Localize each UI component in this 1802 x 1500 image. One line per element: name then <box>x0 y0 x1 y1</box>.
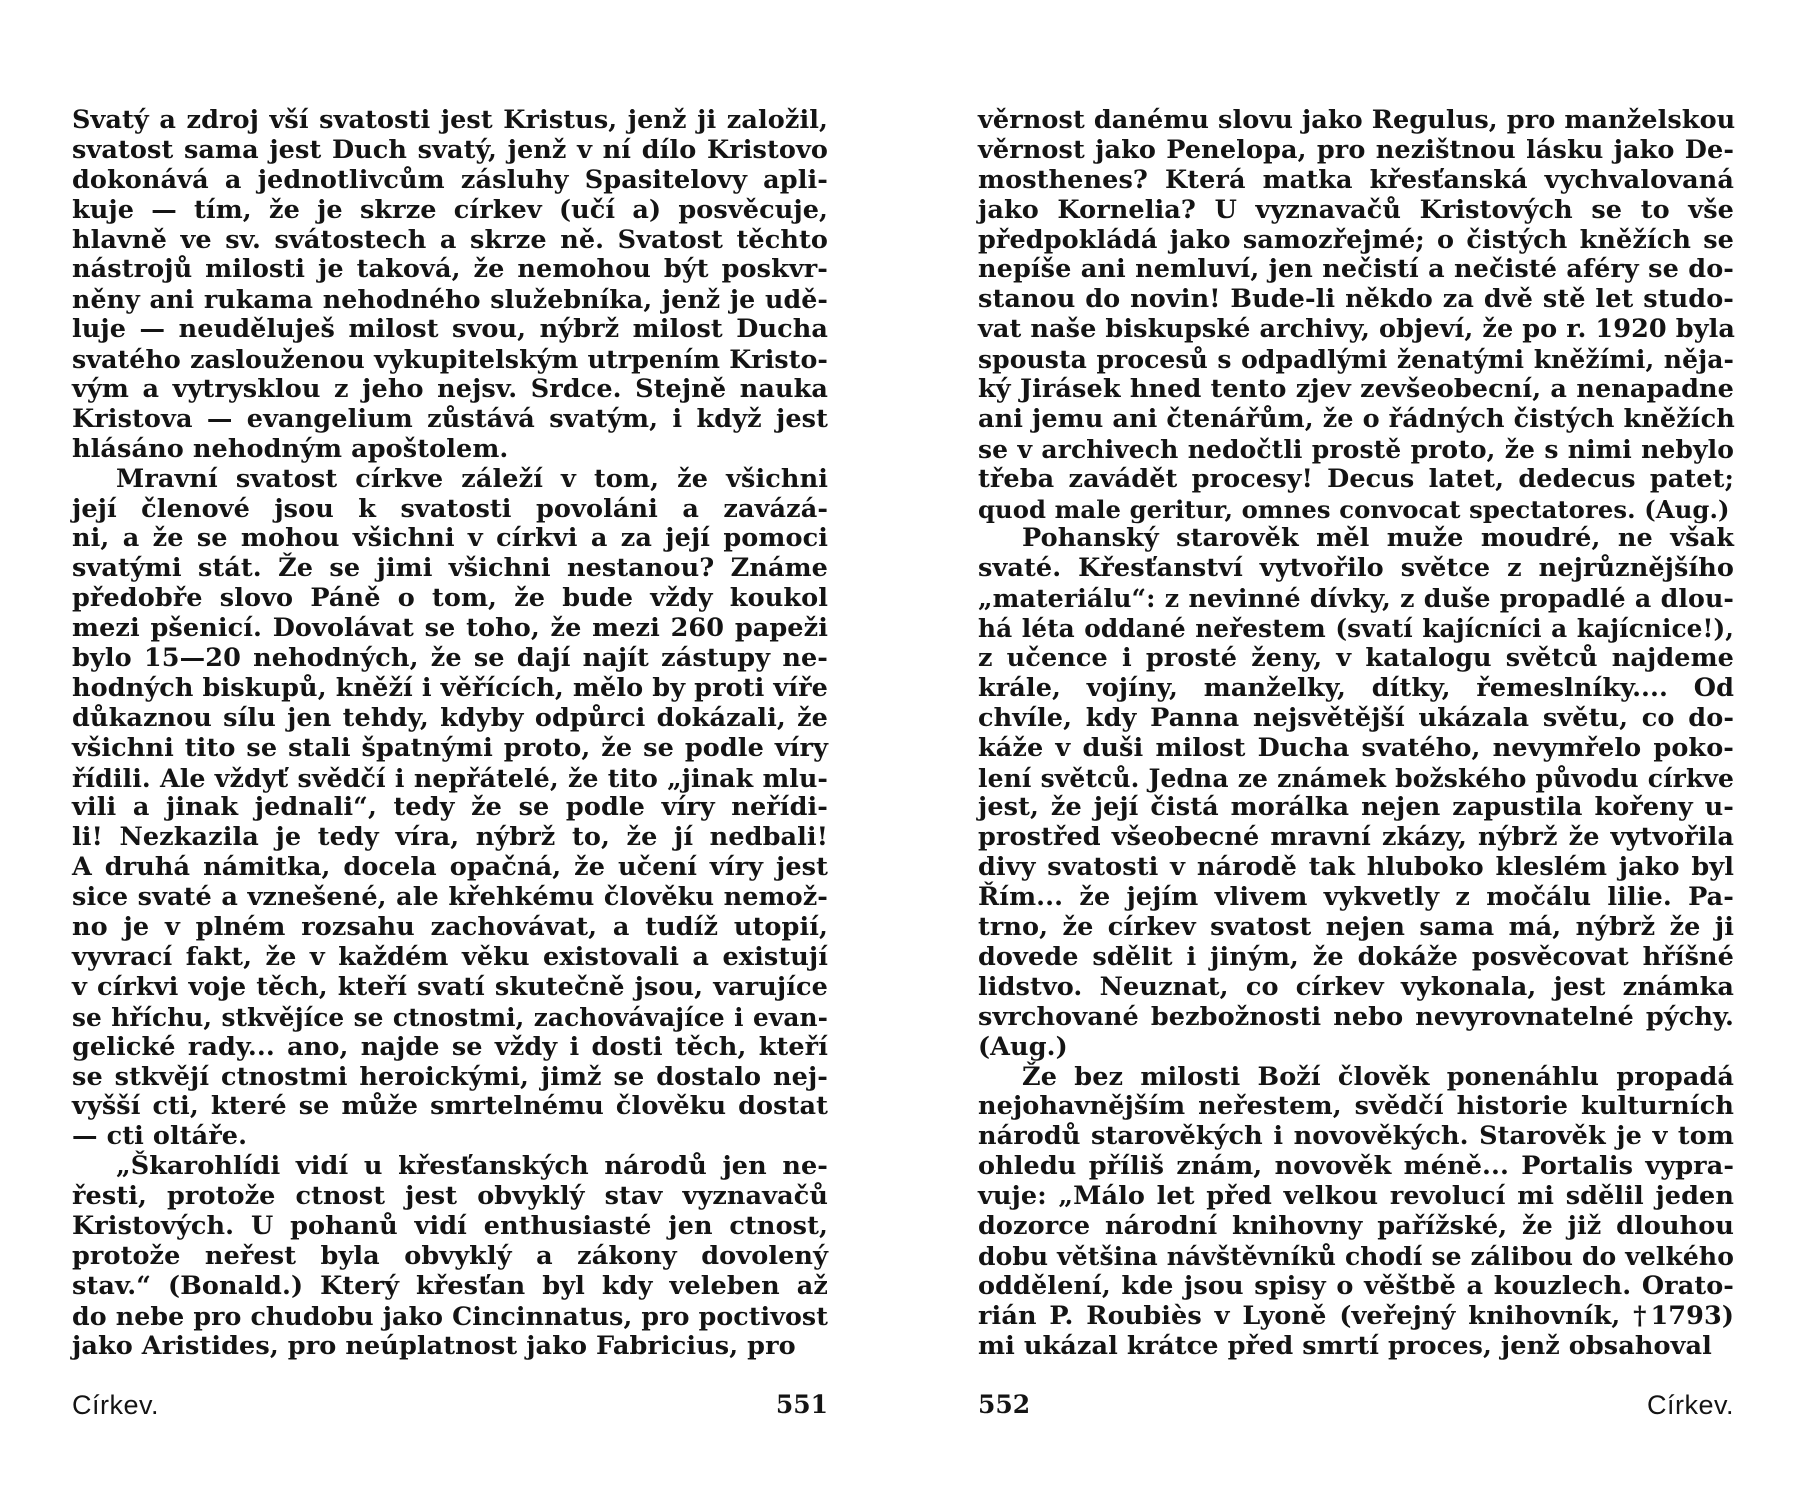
text-line: no je v plném rozsahu zachovávat, a tudíž utopií, <box>72 912 828 943</box>
text-line: důkaznou sílu jen tehdy, kdyby odpůrci dokázali, že <box>72 702 828 733</box>
text-line: svatost sama jest Duch svatý, jenž v ní dílo Kristovo <box>72 134 828 165</box>
text-line: nepíše ani nemluví, jen nečistí a nečisté aféry se do- <box>978 254 1734 285</box>
text-line: (Aug.) <box>978 1031 1068 1062</box>
text-line: vuje: „Málo let před velkou revolucí mi sdělil jeden <box>978 1181 1734 1212</box>
text-line: svatými stát. Že se jimi všichni nestanou? Známe <box>72 553 828 584</box>
text-line: z učence i prosté ženy, v katalogu světců najdeme <box>978 643 1734 674</box>
text-line: hlásáno nehodným apoštolem. <box>72 433 509 464</box>
text-line: nástrojů milosti je taková, že nemohou být poskvr- <box>72 254 828 285</box>
text-line: se hříchu, stkvějíce se ctnostmi, zachovávajíce i evan- <box>72 1002 828 1032</box>
text-line: vat naše biskupské archivy, objeví, že po r. 1920 byla <box>978 314 1736 345</box>
text-line: há léta oddané neřestem (svatí kajícníci a kajícnice!), <box>978 614 1734 644</box>
text-line: gelické rady... ano, najde se vždy i dosti těch, kteří <box>72 1031 828 1062</box>
text-line: řídili. Ale vždyť svědčí i nepřátelé, že tito „jinak mlu- <box>72 762 828 793</box>
text-line: jako Kornelia? U vyznavačů Kristových se to vše <box>978 194 1734 225</box>
text-line: Pohanský starověk měl muže moudré, ne však <box>1022 523 1734 554</box>
text-line: ký Jirásek hned tento zjev zevšeobecní, a nenapadne <box>978 374 1734 405</box>
text-line: Že bez milosti Boží člověk ponenáhlu propadá <box>1022 1061 1734 1092</box>
text-line: národů starověkých i novověkých. Starověk je v tom <box>978 1121 1734 1152</box>
text-line: quod male geritur, omnes convocat spectatores. (Aug.) <box>978 494 1730 524</box>
text-line: Kristova — evangelium zůstává svatým, i když jest <box>72 403 828 434</box>
text-line: protože neřest byla obvyklý a zákony dovolený <box>72 1240 828 1271</box>
text-line: divy svatosti v národě tak hluboko kleslém jako byl <box>978 852 1734 883</box>
running-footer-title: Církev. <box>1646 1390 1734 1420</box>
text-line: trno, že církev svatost nejen sama má, nýbrž že ji <box>978 912 1734 943</box>
text-line: svatého zaslouženou vykupitelským utrpením Kristo- <box>72 344 828 375</box>
text-line: ni, a že se mohou všichni v církvi a za její pomoci <box>72 523 828 554</box>
page-number: 552 <box>978 1390 1031 1419</box>
text-line: něny ani rukama nehodného služebníka, jenž je udě- <box>72 284 828 315</box>
text-line: do nebe pro chudobu jako Cincinnatus, pro poctivost <box>72 1300 828 1331</box>
text-line: káže v duši milost Ducha svatého, nevymřelo poko- <box>978 732 1734 763</box>
right-page-footer <box>978 1385 1734 1425</box>
text-line: chvíle, kdy Panna nejsvětější ukázala světu, co do- <box>978 702 1734 733</box>
text-line: svaté. Křesťanství vytvořilo světce z nejrůznějšího <box>978 553 1734 584</box>
text-line: ani jemu ani čtenářům, že o řádných čistých kněžích <box>978 403 1735 434</box>
text-line: dozorce národní knihovny pařížské, že již dlouhou <box>978 1210 1734 1241</box>
text-line: lidstvo. Neuznat, co církev vykonala, jest známka <box>978 971 1734 1002</box>
text-line: hlavně ve sv. svátostech a skrze ně. Svatost těchto <box>72 224 828 255</box>
text-line: řesti, protože ctnost jest obvyklý stav vyznavačů <box>72 1181 828 1212</box>
text-line: kuje — tím, že je skrze církev (učí a) posvěcuje, <box>72 194 828 225</box>
text-line: prostřed všeobecné mravní zkázy, nýbrž že vytvořila <box>978 822 1734 853</box>
text-line: li! Nezkazila je tedy víra, nýbrž to, že jí nedbali! <box>72 822 828 853</box>
text-line: svrchované bezbožnosti nebo nevyrovnatelné pýchy. <box>978 1001 1734 1032</box>
text-line: sice svaté a vznešené, ale křehkému člověku nemož- <box>72 882 828 913</box>
text-line: dokonává a jednotlivcům zásluhy Spasitelovy apli- <box>72 164 828 195</box>
left-page-text <box>72 106 828 1361</box>
text-line: mosthenes? Která matka křesťanská vychvalovaná <box>978 164 1734 195</box>
text-line: oddělení, kde jsou spisy o věštbě a kouzlech. Orato- <box>978 1270 1734 1301</box>
right-page-text <box>978 106 1734 1361</box>
page-number: 551 <box>775 1390 828 1419</box>
text-line: její členové jsou k svatosti povoláni a zavázá- <box>72 493 828 524</box>
text-line: Mravní svatost církve záleží v tom, že všichni <box>116 463 828 494</box>
text-line: vyvrací fakt, že v každém věku existovali a existují <box>72 941 828 972</box>
text-line: jako Aristides, pro neúplatnost jako Fabricius, pro <box>72 1330 796 1361</box>
text-line: „Škarohlídi vidí u křesťanských národů jen ne- <box>116 1151 828 1182</box>
text-line: předobře slovo Páně o tom, že bude vždy koukol <box>72 583 828 614</box>
text-line: stanou do novin! Bude-li někdo za dvě stě let studo- <box>978 284 1734 315</box>
text-line: luje — neuděluješ milost svou, nýbrž milost Ducha <box>72 314 828 345</box>
text-line: dobu většina návštěvníků chodí se zálibou do velkého <box>978 1241 1734 1271</box>
text-line: se stkvějí ctnostmi heroickými, jimž se dostalo nej- <box>72 1061 828 1092</box>
text-line: lení světců. Jedna ze známek božského původu církve <box>978 763 1734 793</box>
text-line: vým a vytrysklou z jeho nejsv. Srdce. Stejně nauka <box>72 374 828 405</box>
text-line: krále, vojíny, manželky, dítky, řemeslníky.... Od <box>978 672 1734 703</box>
text-line: Řím... že jejím vlivem vykvetly z močálu lilie. Pa- <box>978 882 1734 913</box>
text-line: spousta procesů s odpadlými ženatými kněžími, něja- <box>978 345 1734 375</box>
text-line: A druhá námitka, docela opačná, že učení víry jest <box>72 852 828 883</box>
text-line: všichni tito se stali špatnými proto, že se podle víry <box>72 732 828 763</box>
text-line: mezi pšenicí. Dovolávat se toho, že mezi 260 papeži <box>72 613 828 644</box>
text-line: Svatý a zdroj vší svatosti jest Kristus, jenž ji založil, <box>72 105 828 135</box>
text-line: se v archivech nedočtli prostě proto, že s nimi nebylo <box>978 434 1734 464</box>
text-line: rián P. Roubiès v Lyoně (veřejný knihovník, †1793) <box>978 1300 1734 1331</box>
text-line: stav.“ (Bonald.) Který křesťan byl kdy veleben až <box>72 1270 828 1301</box>
text-line: v církvi voje těch, kteří svatí skutečně jsou, varujíce <box>72 971 828 1002</box>
text-line: věrnost danému slovu jako Regulus, pro manželskou <box>978 105 1736 135</box>
text-line: dovede sdělit i jiným, že dokáže posvěcovat hříšné <box>978 941 1734 972</box>
text-line: mi ukázal krátce před smrtí proces, jenž obsahoval <box>978 1330 1712 1361</box>
text-line: vyšší cti, které se může smrtelnému člověku dostat <box>72 1091 828 1122</box>
text-line: třeba zavádět procesy! Decus latet, dedecus patet; <box>978 463 1734 494</box>
text-line: věrnost jako Penelopa, pro nezištnou lásku jako De- <box>978 134 1734 165</box>
text-line: Kristových. U pohanů vidí enthusiasté jen ctnost, <box>72 1210 828 1241</box>
text-line: bylo 15—20 nehodných, že se dají najít zástupy ne- <box>72 643 828 674</box>
left-page-footer <box>72 1385 828 1425</box>
text-line: ohledu příliš znám, novověk méně... Portalis vypra- <box>978 1151 1734 1182</box>
text-line: jest, že její čistá morálka nejen zapustila kořeny u- <box>978 792 1734 823</box>
text-line: hodných biskupů, kněží i věřících, mělo by proti víře <box>72 672 828 703</box>
running-footer-title: Církev. <box>72 1390 160 1420</box>
text-line: „materiálu“: z nevinné dívky, z duše propadlé a dlou- <box>978 583 1734 614</box>
text-line: — cti oltáře. <box>72 1121 248 1152</box>
text-line: vili a jinak jednali“, tedy že se podle víry neřídi- <box>72 792 828 823</box>
text-line: nejohavnějším neřestem, svědčí historie kulturních <box>978 1091 1734 1122</box>
text-line: předpokládá jako samozřejmé; o čistých kněžích se <box>978 224 1734 255</box>
